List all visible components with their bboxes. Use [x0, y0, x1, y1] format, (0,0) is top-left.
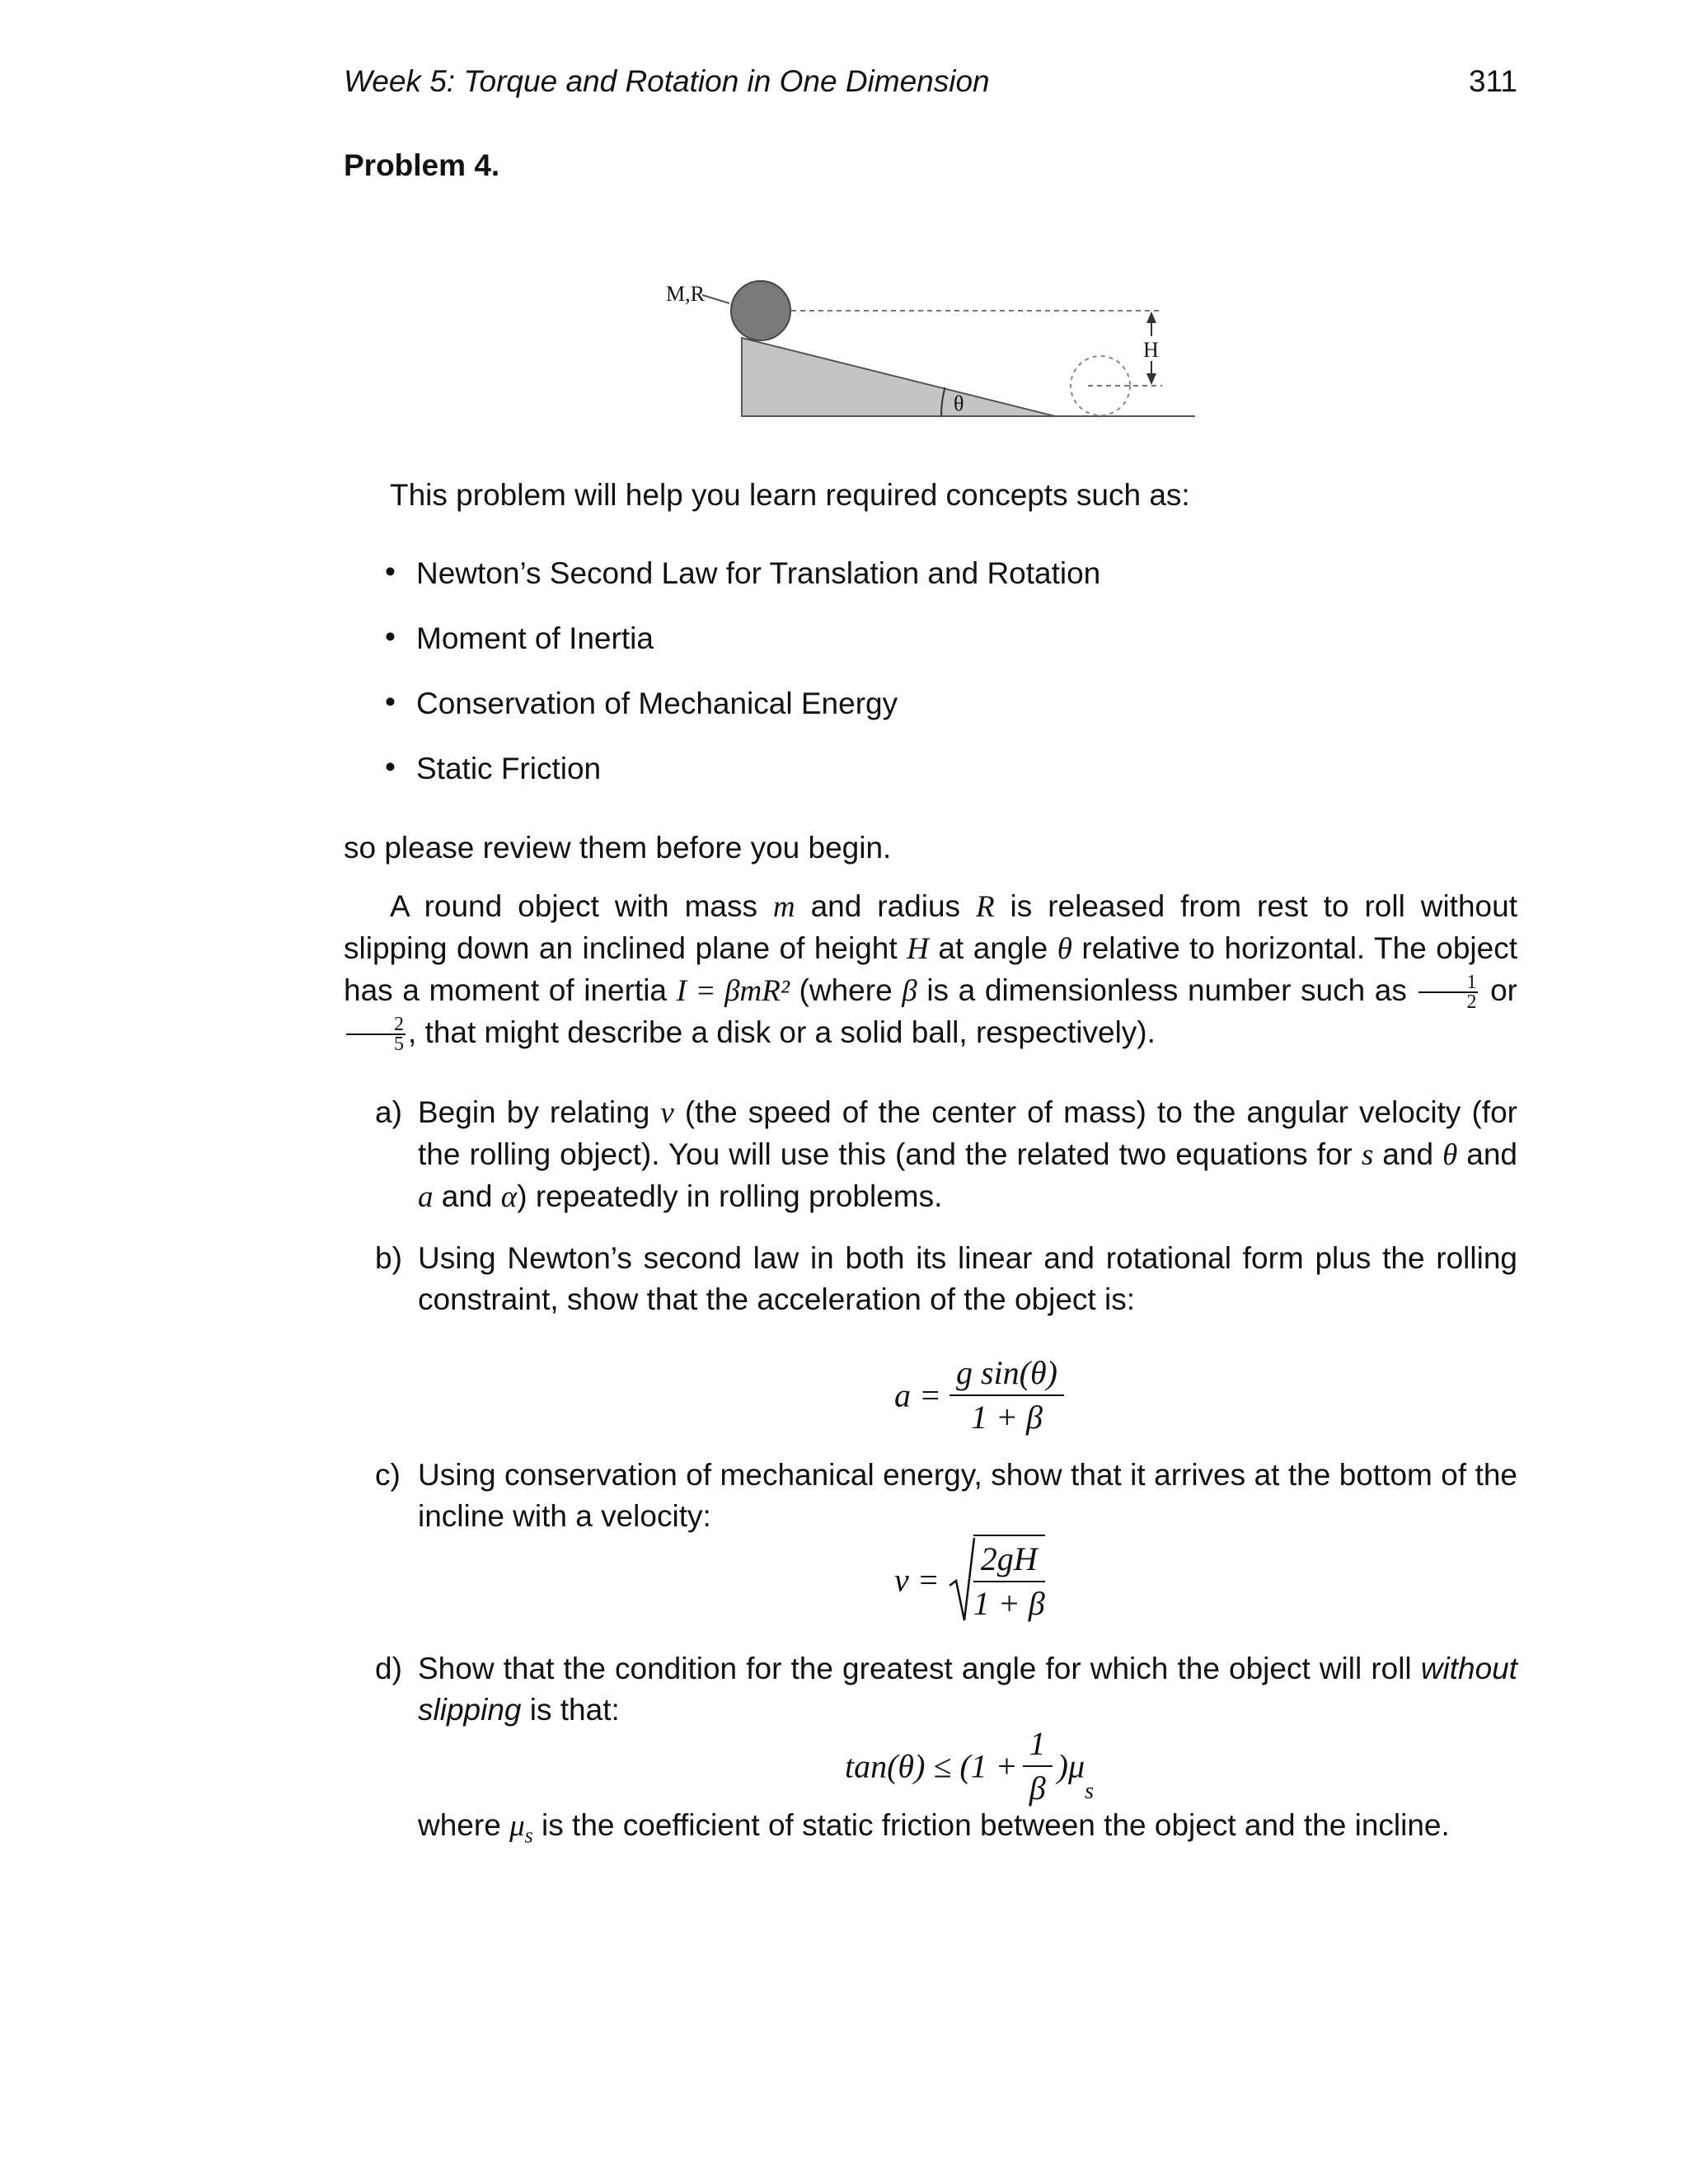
question-d — [375, 1648, 1517, 1731]
list-item: • Static Friction — [383, 752, 1100, 817]
review-text: so please review them before you begin. — [344, 831, 892, 865]
list-item: • Conservation of Mechanical Energy — [383, 687, 1100, 752]
equation-acceleration: a = $\frac{\text{g sin(θ)}}{1 + \beta}$ — [894, 1352, 1064, 1439]
fraction-two-fifths: $\frac{2}{5}$ — [346, 1015, 406, 1053]
page-number: 311 — [1469, 64, 1517, 98]
concepts-list — [383, 556, 1100, 817]
height-label: H — [1143, 338, 1159, 362]
incline-wedge — [742, 338, 1055, 416]
question-label: b) — [375, 1241, 402, 1275]
question-text: Using Newton’s second law in both its linear and rotational form plus the rolling constraint, show that the acceleration of the object is: — [418, 1241, 1517, 1316]
question-text: Begin by relating v (the speed of the center of mass) to the angular velocity (for the rolling object). You will use this (and the related two equations for s and θ and a and α) repeatedly in rolling problems. — [418, 1095, 1517, 1214]
list-item: • Newton’s Second Law for Translation and Rotation — [383, 556, 1100, 621]
height-arrow-head-top — [1146, 312, 1156, 323]
question-c — [375, 1455, 1517, 1537]
question-label: a) — [375, 1095, 402, 1129]
question-text: where $\mu_s$ is the coefficient of static friction between the object and the incline. — [418, 1808, 1450, 1848]
incline-figure — [643, 264, 1220, 445]
question-d-note — [375, 1805, 1517, 1856]
height-arrow-head-bottom — [1146, 373, 1156, 385]
question-label: d) — [375, 1652, 402, 1685]
equation-velocity: v = $\frac{2gH}{1 + \beta}$ — [894, 1535, 1045, 1625]
question-b — [375, 1238, 1517, 1320]
intro-text: This problem will help you learn required concepts such as: — [390, 478, 1190, 512]
mass-radius-label: M,R — [666, 282, 705, 306]
question-a — [375, 1092, 1517, 1218]
list-item: • Moment of Inertia — [383, 621, 1100, 687]
angle-label: θ — [954, 391, 964, 415]
question-label: c) — [375, 1458, 401, 1492]
problem-statement: A round object with mass m and radius R is released from rest to roll without slipping down an inclined plane of height H at angle θ relative to horizontal. The object has a moment of inertia I = βmR² (where β is a dimensionless number such as $\frac{1}{2}$ or $\frac{2}{5}$ , that might describe a disk or a solid ball, respectively). — [344, 889, 1518, 1056]
sqrt-sign — [948, 1535, 976, 1625]
question-text: Using conservation of mechanical energy, show that it arrives at the bottom of the incline with a velocity: — [418, 1458, 1517, 1533]
running-header-title: Week 5: Torque and Rotation in One Dimension — [344, 64, 990, 98]
ball-top — [731, 281, 790, 340]
mass-pointer — [702, 295, 729, 303]
problem-title: Problem 4. — [344, 148, 500, 182]
fraction-one-half: $\frac{1}{2}$ — [1418, 973, 1478, 1011]
equation-friction-condition: tan(θ) ≤ (1 + $\frac{1}{\beta}$ )$\mu_s$ — [845, 1722, 1094, 1810]
question-text: Show that the condition for the greatest angle for which the object will roll without slipping is that: — [418, 1652, 1517, 1727]
